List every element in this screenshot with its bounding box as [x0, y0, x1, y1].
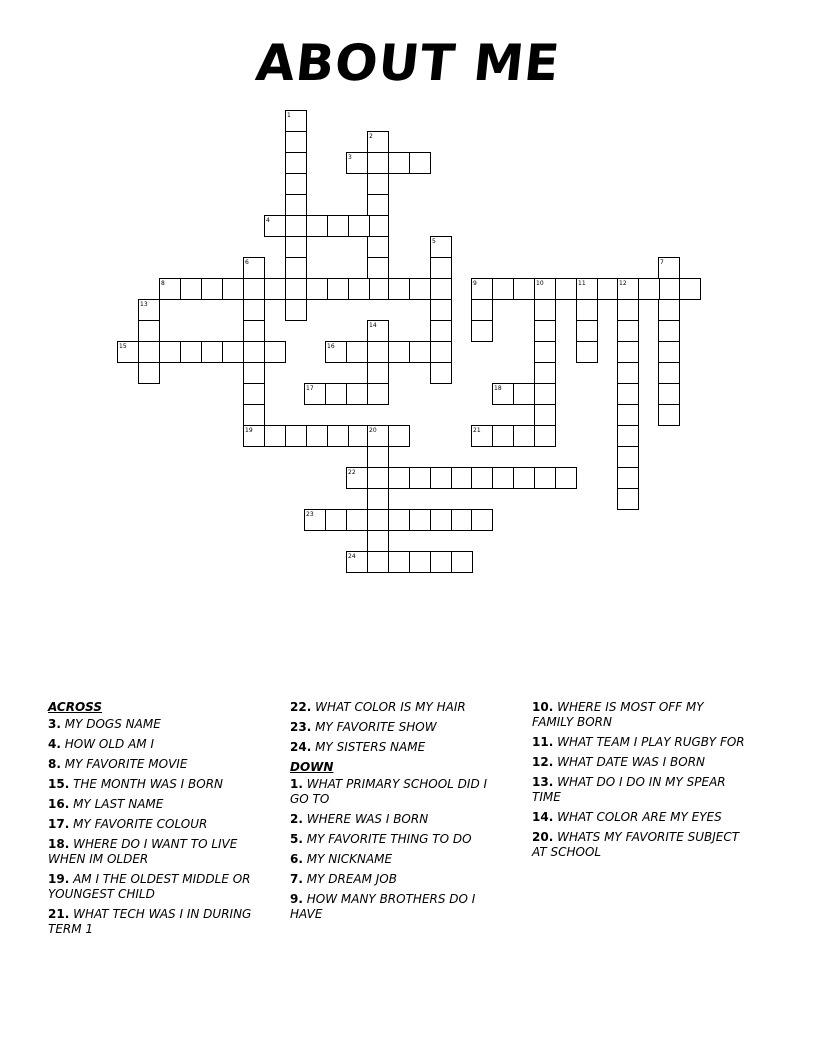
- grid-cell[interactable]: [535, 321, 556, 342]
- grid-cell[interactable]: [368, 195, 389, 216]
- clue-number: 19.: [48, 872, 70, 886]
- cell-number: 15: [119, 343, 127, 350]
- clue-item: [290, 720, 505, 735]
- grid-cell[interactable]: [535, 468, 556, 489]
- grid-cell[interactable]: [349, 279, 370, 300]
- clue-text: MY FAVORITE MOVIE: [60, 757, 188, 771]
- grid-cell[interactable]: [452, 468, 473, 489]
- grid-cell[interactable]: [328, 426, 349, 447]
- clue-number: 5.: [290, 832, 303, 846]
- grid-cell[interactable]: [307, 216, 328, 237]
- grid-cell[interactable]: [244, 279, 265, 300]
- grid-cell[interactable]: [472, 321, 493, 342]
- grid-cell[interactable]: [618, 384, 639, 405]
- grid-cell[interactable]: [680, 279, 701, 300]
- grid-cell[interactable]: [659, 279, 680, 300]
- clue-text: MY LAST NAME: [69, 797, 164, 811]
- clue-text: MY NICKNAME: [302, 852, 393, 866]
- grid-cell[interactable]: [493, 426, 514, 447]
- grid-cell[interactable]: [286, 195, 307, 216]
- grid-cell[interactable]: [160, 342, 181, 363]
- grid-cell[interactable]: [244, 321, 265, 342]
- grid-cell[interactable]: [368, 531, 389, 552]
- grid-cell[interactable]: [618, 300, 639, 321]
- grid-cell[interactable]: [410, 342, 431, 363]
- cell-number: 5: [432, 238, 436, 245]
- grid-cell[interactable]: [431, 342, 452, 363]
- clue-number: 1.: [290, 777, 303, 791]
- clue-item: [532, 735, 747, 750]
- cell-number: 24: [348, 553, 356, 560]
- grid-cell[interactable]: [326, 510, 347, 531]
- grid-cell[interactable]: [328, 216, 349, 237]
- grid-cell[interactable]: [181, 279, 202, 300]
- grid-cell[interactable]: [139, 342, 160, 363]
- grid-cell[interactable]: [598, 279, 619, 300]
- grid-cell[interactable]: [659, 363, 680, 384]
- grid-cell[interactable]: [368, 447, 389, 468]
- grid-cell[interactable]: [659, 321, 680, 342]
- clue-item: [290, 892, 505, 922]
- grid-cell[interactable]: [368, 510, 389, 531]
- cell-number: 20: [369, 427, 377, 434]
- cell-number: 17: [306, 385, 314, 392]
- grid-cell[interactable]: [410, 468, 431, 489]
- grid-cell[interactable]: [577, 300, 598, 321]
- clue-text: AM I THE OLDEST MIDDLE OR YOUNGEST CHILD: [48, 872, 251, 901]
- grid-cell[interactable]: [431, 279, 452, 300]
- grid-cell[interactable]: [410, 279, 431, 300]
- grid-cell[interactable]: [244, 405, 265, 426]
- grid-cell[interactable]: [431, 468, 452, 489]
- grid-cell[interactable]: [244, 384, 265, 405]
- clue-text: MY FAVORITE COLOUR: [69, 817, 208, 831]
- clue-number: 18.: [48, 837, 70, 851]
- clue-item: [48, 737, 263, 752]
- grid-cell[interactable]: [286, 258, 307, 279]
- cell-number: 3: [348, 154, 352, 161]
- grid-cell[interactable]: [639, 279, 660, 300]
- grid-cell[interactable]: [659, 405, 680, 426]
- grid-cell[interactable]: [659, 342, 680, 363]
- grid-cell[interactable]: [286, 300, 307, 321]
- grid-cell[interactable]: [368, 174, 389, 195]
- across-heading: ACROSS: [48, 700, 103, 714]
- clue-number: 4.: [48, 737, 61, 751]
- clue-text: HOW MANY BROTHERS DO I HAVE: [290, 892, 476, 921]
- grid-cell[interactable]: [286, 426, 307, 447]
- grid-cell[interactable]: [389, 510, 410, 531]
- clue-number: 10.: [532, 700, 554, 714]
- clue-text: WHERE IS MOST OFF MY FAMILY BORN: [532, 700, 704, 729]
- grid-cell[interactable]: [368, 363, 389, 384]
- grid-cell[interactable]: [286, 237, 307, 258]
- grid-cell[interactable]: [328, 279, 349, 300]
- clue-text: WHATS MY FAVORITE SUBJECT AT SCHOOL: [532, 830, 740, 859]
- clue-number: 11.: [532, 735, 554, 749]
- grid-cell[interactable]: [368, 216, 389, 237]
- grid-cell[interactable]: [618, 426, 639, 447]
- grid-cell[interactable]: [286, 174, 307, 195]
- grid-cell[interactable]: [556, 468, 577, 489]
- clue-item: [290, 852, 505, 867]
- cell-number: 18: [494, 385, 502, 392]
- clue-text: THE MONTH WAS I BORN: [69, 777, 224, 791]
- clue-item: [532, 775, 747, 805]
- cell-number: 11: [578, 280, 586, 287]
- grid-cell[interactable]: [618, 363, 639, 384]
- grid-cell[interactable]: [514, 426, 535, 447]
- grid-cell[interactable]: [577, 321, 598, 342]
- grid-cell[interactable]: [431, 300, 452, 321]
- down-heading: DOWN: [290, 760, 334, 774]
- clue-item: [290, 872, 505, 887]
- cell-number: 7: [660, 259, 664, 266]
- clue-text: WHERE DO I WANT TO LIVE WHEN IM OLDER: [48, 837, 238, 866]
- grid-cell[interactable]: [244, 363, 265, 384]
- grid-cell[interactable]: [618, 342, 639, 363]
- clue-item: [532, 830, 747, 860]
- clue-number: 7.: [290, 872, 303, 886]
- clue-number: 24.: [290, 740, 312, 754]
- grid-cell[interactable]: [244, 342, 265, 363]
- cell-number: 10: [536, 280, 544, 287]
- clue-number: 9.: [290, 892, 303, 906]
- grid-cell[interactable]: [431, 510, 452, 531]
- clue-text: MY DOGS NAME: [60, 717, 161, 731]
- clue-number: 8.: [48, 757, 61, 771]
- grid-cell[interactable]: [556, 279, 577, 300]
- grid-cell[interactable]: [389, 468, 410, 489]
- cell-number: 8: [161, 280, 165, 287]
- grid-cell[interactable]: [431, 552, 452, 573]
- grid-cell[interactable]: [139, 321, 160, 342]
- grid-cell[interactable]: [535, 342, 556, 363]
- clue-text: MY DREAM JOB: [302, 872, 397, 886]
- grid-cell[interactable]: [410, 552, 431, 573]
- grid-cell[interactable]: [410, 510, 431, 531]
- grid-cell[interactable]: [618, 489, 639, 510]
- cell-number: 22: [348, 469, 356, 476]
- clue-item: [532, 755, 747, 770]
- clue-number: 23.: [290, 720, 312, 734]
- grid-cell[interactable]: [472, 300, 493, 321]
- clue-number: 14.: [532, 810, 554, 824]
- grid-cell[interactable]: [618, 405, 639, 426]
- clue-number: 12.: [532, 755, 554, 769]
- clue-item: [48, 837, 263, 867]
- grid-cell[interactable]: [265, 342, 286, 363]
- grid-cell[interactable]: [472, 468, 493, 489]
- clue-column-3: [532, 700, 747, 865]
- cell-number: 16: [327, 343, 335, 350]
- grid-cell[interactable]: [202, 279, 223, 300]
- clue-text: MY FAVORITE THING TO DO: [302, 832, 472, 846]
- clue-number: 16.: [48, 797, 70, 811]
- clue-item: [290, 777, 505, 807]
- grid-cell[interactable]: [535, 384, 556, 405]
- clue-column-2: [290, 700, 505, 927]
- grid-cell[interactable]: [389, 153, 410, 174]
- grid-cell[interactable]: [368, 468, 389, 489]
- cell-number: 2: [369, 133, 373, 140]
- grid-cell[interactable]: [410, 153, 431, 174]
- clue-number: 17.: [48, 817, 70, 831]
- clue-number: 2.: [290, 812, 303, 826]
- across-clue-list-continued: [290, 700, 505, 755]
- down-clue-list: [290, 777, 505, 922]
- cell-number: 21: [473, 427, 481, 434]
- grid-cell[interactable]: [389, 279, 410, 300]
- grid-cell[interactable]: [368, 258, 389, 279]
- clue-item: [48, 717, 263, 732]
- clue-text: WHAT TEAM I PLAY RUGBY FOR: [553, 735, 745, 749]
- clue-item: [290, 740, 505, 755]
- grid-cell[interactable]: [431, 258, 452, 279]
- grid-cell[interactable]: [286, 216, 307, 237]
- grid-cell[interactable]: [347, 384, 368, 405]
- cell-number: 9: [473, 280, 477, 287]
- grid-cell[interactable]: [349, 426, 370, 447]
- cell-number: 14: [369, 322, 377, 329]
- clue-number: 15.: [48, 777, 70, 791]
- grid-cell[interactable]: [535, 300, 556, 321]
- grid-cell[interactable]: [618, 468, 639, 489]
- grid-cell[interactable]: [368, 384, 389, 405]
- grid-cell[interactable]: [493, 279, 514, 300]
- clue-column-1: [48, 700, 263, 942]
- across-clue-list: [48, 717, 263, 937]
- grid-cell[interactable]: [368, 552, 389, 573]
- grid-cell[interactable]: [493, 468, 514, 489]
- grid-cell[interactable]: [347, 510, 368, 531]
- grid-cell[interactable]: [202, 342, 223, 363]
- clue-item: [290, 832, 505, 847]
- clue-text: MY FAVORITE SHOW: [311, 720, 437, 734]
- grid-cell[interactable]: [368, 237, 389, 258]
- grid-cell[interactable]: [368, 153, 389, 174]
- grid-cell[interactable]: [618, 321, 639, 342]
- grid-cell[interactable]: [535, 426, 556, 447]
- grid-cell[interactable]: [514, 279, 535, 300]
- clue-text: MY SISTERS NAME: [311, 740, 426, 754]
- grid-cell[interactable]: [389, 552, 410, 573]
- grid-cell[interactable]: [223, 279, 244, 300]
- clue-text: WHAT COLOR IS MY HAIR: [311, 700, 466, 714]
- grid-cell[interactable]: [514, 468, 535, 489]
- cell-number: 6: [245, 259, 249, 266]
- grid-cell[interactable]: [265, 426, 286, 447]
- grid-cell[interactable]: [472, 510, 493, 531]
- down-clue-list-continued: [532, 700, 747, 860]
- grid-cell[interactable]: [535, 363, 556, 384]
- grid-cell[interactable]: [286, 153, 307, 174]
- clue-text: WHAT PRIMARY SCHOOL DID I GO TO: [290, 777, 488, 806]
- grid-cell[interactable]: [286, 132, 307, 153]
- clue-item: [48, 872, 263, 902]
- clue-item: [48, 757, 263, 772]
- page-title: ABOUT ME: [253, 34, 563, 92]
- cell-number: 1: [287, 112, 291, 119]
- grid-cell[interactable]: [577, 342, 598, 363]
- clue-text: WHAT DO I DO IN MY SPEAR TIME: [532, 775, 726, 804]
- clue-item: [48, 797, 263, 812]
- clue-item: [532, 700, 747, 730]
- clue-number: 22.: [290, 700, 312, 714]
- grid-cell[interactable]: [286, 279, 307, 300]
- clue-number: 6.: [290, 852, 303, 866]
- grid-cell[interactable]: [452, 552, 473, 573]
- grid-cell[interactable]: [389, 342, 410, 363]
- grid-cell[interactable]: [368, 342, 389, 363]
- grid-cell[interactable]: [181, 342, 202, 363]
- grid-cell[interactable]: [265, 279, 286, 300]
- clue-item: [290, 700, 505, 715]
- grid-cell[interactable]: [659, 384, 680, 405]
- grid-cell[interactable]: [618, 447, 639, 468]
- clue-text: WHAT DATE WAS I BORN: [553, 755, 706, 769]
- clue-item: [532, 810, 747, 825]
- grid-cell[interactable]: [307, 426, 328, 447]
- clue-text: WHAT COLOR ARE MY EYES: [553, 810, 722, 824]
- grid-cell[interactable]: [368, 279, 389, 300]
- clue-item: [48, 907, 263, 937]
- grid-cell[interactable]: [431, 321, 452, 342]
- clue-text: WHAT TECH WAS I IN DURING TERM 1: [48, 907, 252, 936]
- clue-item: [48, 817, 263, 832]
- grid-cell[interactable]: [389, 426, 410, 447]
- grid-cell[interactable]: [349, 216, 370, 237]
- grid-cell[interactable]: [535, 405, 556, 426]
- grid-cell[interactable]: [514, 384, 535, 405]
- grid-cell[interactable]: [368, 489, 389, 510]
- grid-cell[interactable]: [347, 342, 368, 363]
- clue-text: WHERE WAS I BORN: [302, 812, 429, 826]
- clue-number: 21.: [48, 907, 70, 921]
- cell-number: 4: [266, 217, 270, 224]
- clue-item: [290, 812, 505, 827]
- grid-cell[interactable]: [431, 363, 452, 384]
- clue-item: [48, 777, 263, 792]
- cell-number: 12: [619, 280, 627, 287]
- grid-cell[interactable]: [139, 363, 160, 384]
- grid-cell[interactable]: [223, 342, 244, 363]
- cell-number: 13: [140, 301, 148, 308]
- grid-cell[interactable]: [326, 384, 347, 405]
- grid-cell[interactable]: [307, 279, 328, 300]
- grid-cell[interactable]: [452, 510, 473, 531]
- clue-text: HOW OLD AM I: [60, 737, 154, 751]
- clue-number: 3.: [48, 717, 61, 731]
- grid-cell[interactable]: [244, 300, 265, 321]
- cell-number: 23: [306, 511, 314, 518]
- clue-number: 13.: [532, 775, 554, 789]
- clue-number: 20.: [532, 830, 554, 844]
- grid-cell[interactable]: [659, 300, 680, 321]
- cell-number: 19: [245, 427, 253, 434]
